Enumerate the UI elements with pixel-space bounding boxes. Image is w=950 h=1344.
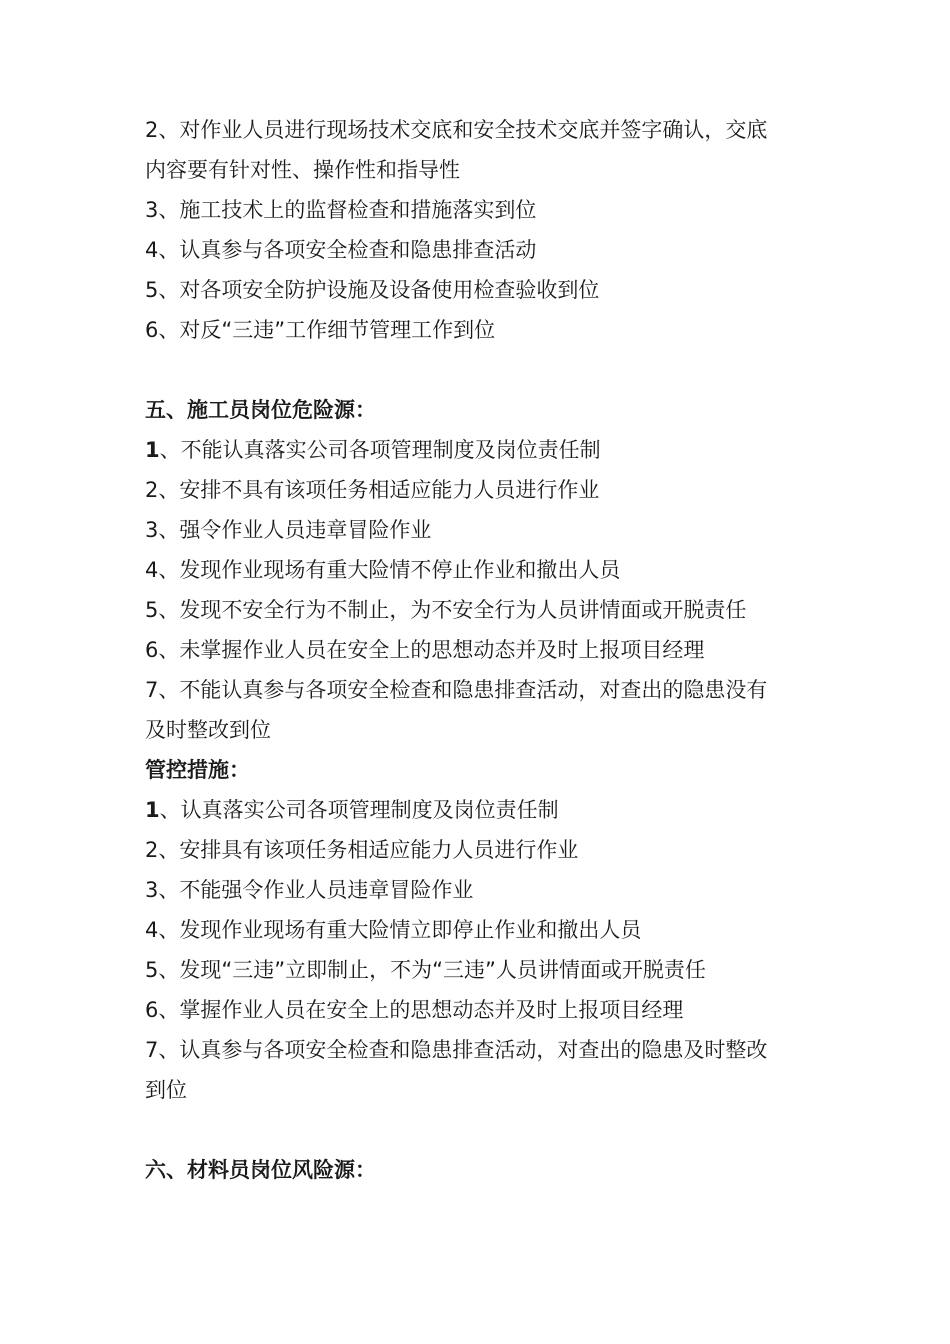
item-text: 、认真落实公司各项管理制度及岗位责任制	[159, 798, 559, 822]
section-heading: 六、材料员岗位风险源：	[145, 1158, 376, 1182]
list-item: 7、不能认真参与各项安全检查和隐患排查活动，对查出的隐患没有	[145, 678, 768, 702]
list-item: 2、安排具有该项任务相适应能力人员进行作业	[145, 838, 579, 862]
list-item: 3、强令作业人员违章冒险作业	[145, 518, 432, 542]
list-item: 6、未掌握作业人员在安全上的思想动态并及时上报项目经理	[145, 638, 705, 662]
item-number: 1	[145, 798, 160, 822]
list-item: 内容要有针对性、操作性和指导性	[145, 158, 460, 182]
list-item	[145, 430, 825, 470]
list-item: 7、认真参与各项安全检查和隐患排查活动，对查出的隐患及时整改	[145, 1038, 768, 1062]
list-item: 到位	[145, 1078, 187, 1102]
item-number: 1	[145, 438, 160, 462]
list-item: 4、发现作业现场有重大险情不停止作业和撤出人员	[145, 558, 621, 582]
list-item: 5、发现“三违”立即制止，不为“三违”人员讲情面或开脱责任	[145, 958, 706, 982]
list-item: 4、发现作业现场有重大险情立即停止作业和撤出人员	[145, 918, 642, 942]
subsection-heading: 管控措施：	[145, 758, 250, 782]
list-item: 2、对作业人员进行现场技术交底和安全技术交底并签字确认，交底	[145, 118, 768, 142]
list-item: 6、对反“三违”工作细节管理工作到位	[145, 318, 496, 342]
list-item: 6、掌握作业人员在安全上的思想动态并及时上报项目经理	[145, 998, 684, 1022]
list-item: 及时整改到位	[145, 718, 271, 742]
list-item: 4、认真参与各项安全检查和隐患排查活动	[145, 238, 537, 262]
list-item: 5、对各项安全防护设施及设备使用检查验收到位	[145, 278, 600, 302]
list-item: 2、安排不具有该项任务相适应能力人员进行作业	[145, 478, 600, 502]
item-text: 、不能认真落实公司各项管理制度及岗位责任制	[159, 438, 601, 462]
list-item	[145, 790, 825, 830]
list-item: 3、施工技术上的监督检查和措施落实到位	[145, 198, 537, 222]
list-item: 3、不能强令作业人员违章冒险作业	[145, 878, 474, 902]
list-item: 5、发现不安全行为不制止，为不安全行为人员讲情面或开脱责任	[145, 598, 747, 622]
section-heading: 五、施工员岗位危险源：	[145, 398, 376, 422]
